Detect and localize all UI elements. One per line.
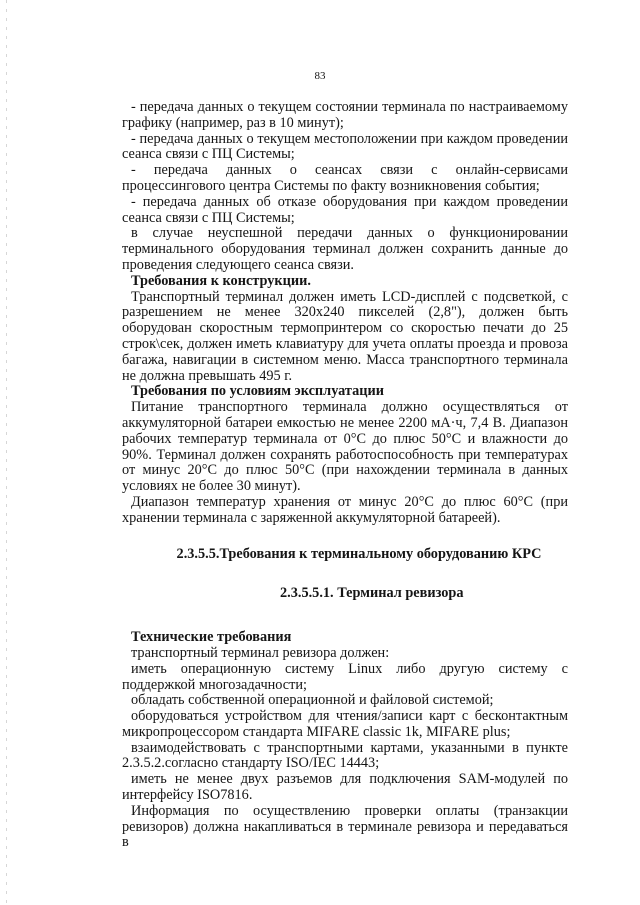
scan-edge-mark	[6, 0, 7, 905]
heading-operation: Требования по условиям эксплуатации	[131, 383, 384, 400]
list-item: оборудоваться устройством для чтения/записи карт с бесконтактным микропроцессором стандарта MIFARE classic 1k, MIFARE plus;	[122, 708, 568, 740]
section-heading-inspector-terminal: 2.3.5.5.1. Терминал ревизора	[280, 585, 464, 602]
paragraph-failure-transfer: - передача данных об отказе оборудования при каждом проведении сеанса связи с ПЦ Системы;	[122, 193, 568, 226]
section-heading-krs-equipment: 2.3.5.5.Требования к терминальному оборудованию КРС	[176, 545, 542, 562]
paragraph-inspection-info: Информация по осуществлению проверки оплаты (транзакции ревизоров) должна накапливаться в терминале ревизора и передаваться в	[122, 802, 568, 851]
paragraph-online-sessions: - передача данных о сеансах связи с онлайн-сервисами процессингового центра Системы по факту возникновения события;	[122, 162, 568, 194]
list-item: иметь операционную систему Linux либо другую систему с поддержкой многозадачности;	[122, 660, 568, 693]
list-item: взаимодействовать с транспортными картами, указанными в пункте 2.3.5.2.согласно стандарту ISO/IEC 14443;	[122, 739, 568, 772]
heading-construction: Требования к конструкции.	[131, 272, 311, 289]
paragraph-unsuccessful-transfer: в случае неуспешной передачи данных о функционировании терминального оборудования терминал должен сохранить данные до проведения следующего сеанса связи.	[122, 225, 568, 273]
page-number: 83	[314, 70, 326, 82]
paragraph-storage-temperature: Диапазон температур хранения от минус 20°С до плюс 60°С (при хранении терминала с заряженной аккумуляторной батареей).	[122, 493, 568, 526]
list-item: обладать собственной операционной и файловой системой;	[131, 692, 494, 709]
paragraph-status-transfer: - передача данных о текущем состоянии терминала по настраиваемому графику (например, раз в 10 минут);	[122, 99, 568, 131]
list-item: иметь не менее двух разъемов для подключения SAM-модулей по интерфейсу ISO7816.	[122, 771, 568, 804]
paragraph-location-transfer: - передача данных о текущем местоположении при каждом проведении сеанса связи с ПЦ Системы;	[122, 130, 568, 163]
paragraph-construction: Транспортный терминал должен иметь LCD-дисплей с подсветкой, с разрешением не менее 320х240 пикселей (2,8"), должен быть оборудован скоростным термопринтером со скоростью печати до 25 строк\сек, должен иметь клавиатуру для учета оплаты проезда и провоза багажа, навигации в системном меню. Масса транспортного терминала не должна превышать 495 г.	[122, 288, 568, 384]
document-body	[122, 100, 568, 851]
paragraph-power-temperature: Питание транспортного терминала должно осуществляться от аккумуляторной батареи емкостью не менее 2200 мА·ч, 7,4 В. Диапазон рабочих температур терминала от 0°С до плюс 50°С и влажности до 90%. Терминал должен сохранять работоспособность при температурах от минус 20°С до плюс 50°С (при нахождении терминала в данных условиях не более 30 минут).	[122, 399, 568, 495]
heading-technical-requirements: Технические требования	[131, 629, 292, 646]
list-item: транспортный терминал ревизора должен:	[131, 644, 390, 661]
